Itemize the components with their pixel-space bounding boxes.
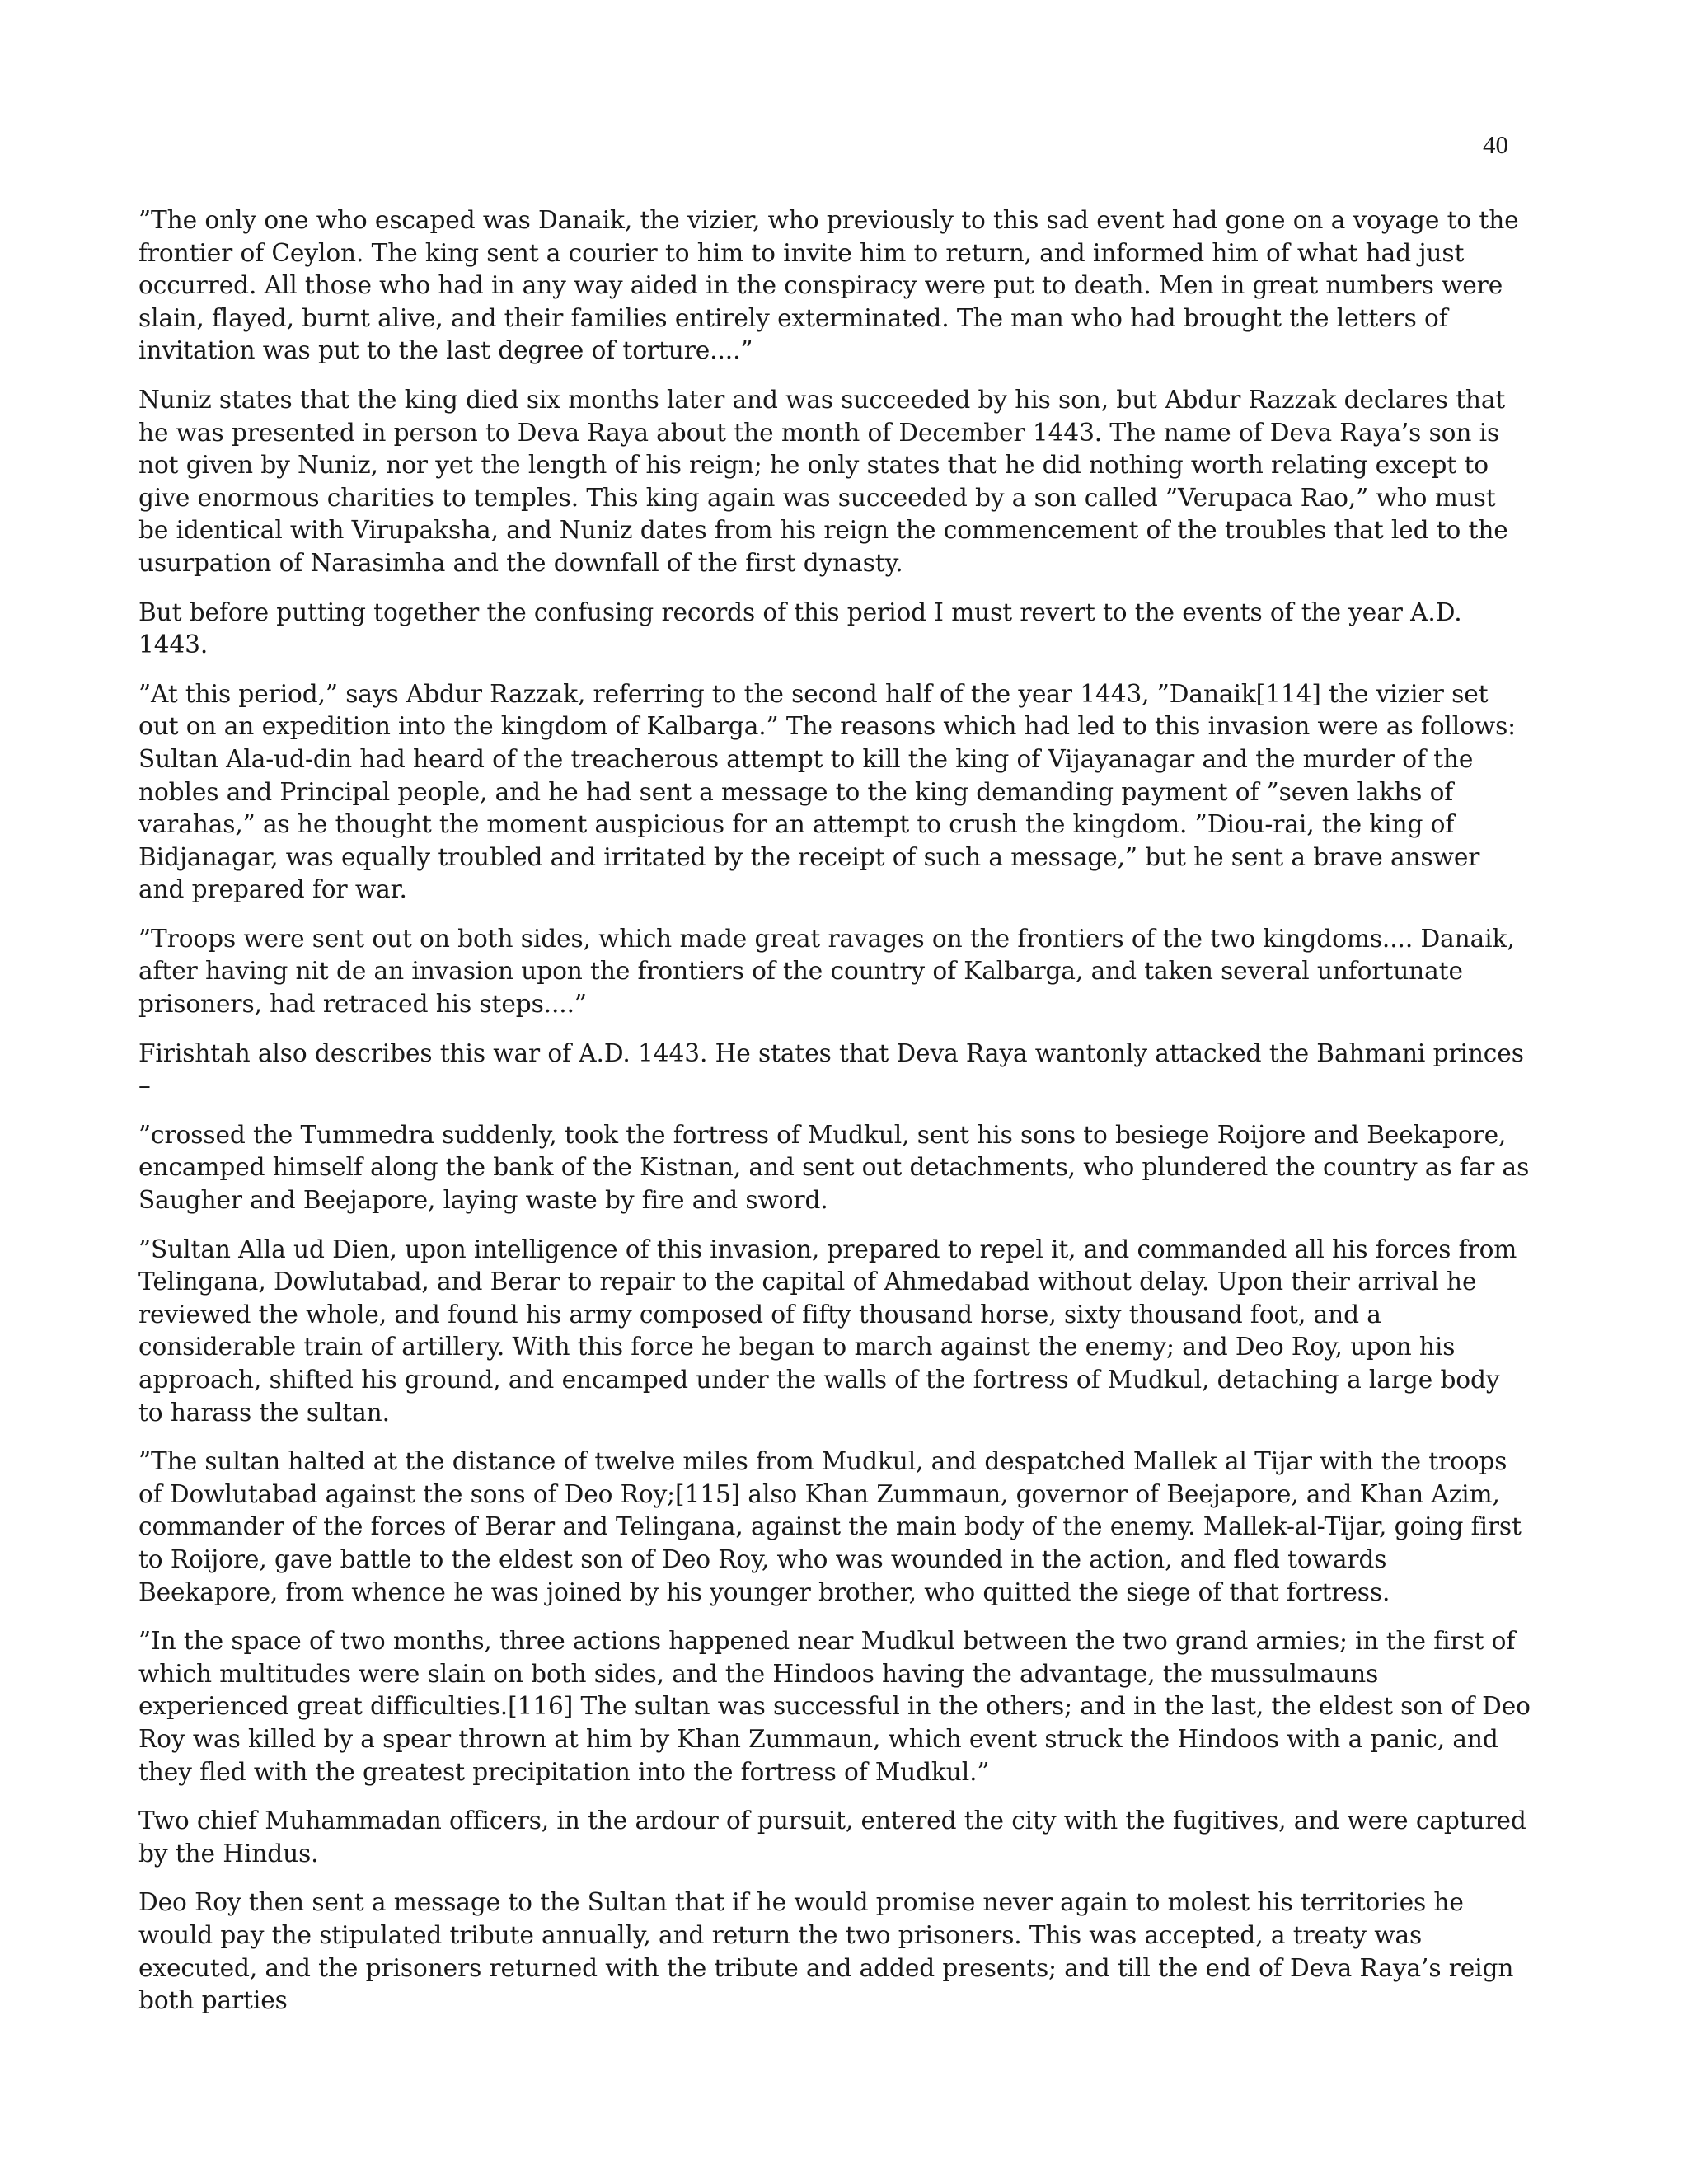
page-body xyxy=(138,204,1531,2034)
paragraph: ”The sultan halted at the distance of twelve miles from Mudkul, and despatched Mallek al Tijar with the troops of Dowlutabad against the sons of Deo Roy;[115] also Khan Zummaun, governor of Beejapore, and Khan Azim, commander of the forces of Berar and Telingana, against the main body of the enemy. Mallek-al-Tijar, going first to Roijore, gave battle to the eldest son of Deo Roy, who was wounded in the action, and fled towards Beekapore, from whence he was joined by his younger brother, who quitted the siege of that fortress. xyxy=(138,1447,1522,1606)
paragraph: ”The only one who escaped was Danaik, the vizier, who previously to this sad event had gone on a voyage to the frontier of Ceylon. The king sent a courier to him to invite him to return, and informed him of what had just occurred. All those who had in any way aided in the conspiracy were put to death. Men in great numbers were slain, flayed, burnt alive, and their families entirely exterminated. The man who had brought the letters of invitation was put to the last degree of torture....” xyxy=(138,206,1519,365)
paragraph: Nuniz states that the king died six months later and was succeeded by his son, but Abdur Razzak declares that he was presented in person to Deva Raya about the month of December 1443. The name of Deva Raya’s son is not given by Nuniz, nor yet the length of his reign; he only states that he did nothing worth relating except to give enormous charities to temples. This king again was succeeded by a son called ”Verupaca Rao,” who must be identical with Virupaksha, and Nuniz dates from his reign the commencement of the troubles that led to the usurpation of Narasimha and the downfall of the first dynasty. xyxy=(138,385,1508,577)
paragraph: ”In the space of two months, three actions happened near Mudkul between the two grand armies; in the first of which multitudes were slain on both sides, and the Hindoos having the advantage, the mussulmauns experienced great difficulties.[116] The sultan was successful in the others; and in the last, the eldest son of Deo Roy was killed by a spear thrown at him by Khan Zummaun, which event struck the Hindoos with a panic, and they fled with the greatest precipitation into the fortress of Mudkul.” xyxy=(138,1627,1531,1786)
paragraph: Two chief Muhammadan officers, in the ardour of pursuit, entered the city with the fugitives, and were captured by the Hindus. xyxy=(138,1807,1526,1868)
paragraph: ”Sultan Alla ud Dien, upon intelligence of this invasion, prepared to repel it, and commanded all his forces from Telingana, Dowlutabad, and Berar to repair to the capital of Ahmedabad without delay. Upon their arrival he reviewed the whole, and found his army composed of fifty thousand horse, sixty thousand foot, and a considerable train of artillery. With this force he began to march against the enemy; and Deo Roy, upon his approach, shifted his ground, and encamped under the walls of the fortress of Mudkul, detaching a large body to harass the sultan. xyxy=(138,1235,1517,1427)
paragraph: ”crossed the Tummedra suddenly, took the fortress of Mudkul, sent his sons to besiege Roijore and Beekapore, encamped himself along the bank of the Kistnan, and sent out detachments, who plundered the country as far as Saugher and Beejapore, laying waste by fire and sword. xyxy=(138,1120,1530,1215)
paragraph: Firishtah also describes this war of A.D. 1443. He states that Deva Raya wantonly attacked the Bahmani princes – xyxy=(138,1038,1524,1100)
paragraph: But before putting together the confusing records of this period I must revert to the events of the year A.D. 1443. xyxy=(138,598,1462,659)
paragraph: Deo Roy then sent a message to the Sultan that if he would promise never again to molest his territories he would pay the stipulated tribute annually, and return the two prisoners. This was accepted, a treaty was executed, and the prisoners returned with the tribute and added presents; and till the end of Deva Raya’s reign both parties xyxy=(138,1888,1514,2015)
paragraph: ”Troops were sent out on both sides, which made great ravages on the frontiers of the two kingdoms.... Danaik, after having nit de an invasion upon the frontiers of the country of Kalbarga, and taken several unfortunate prisoners, had retraced his steps....” xyxy=(138,924,1515,1019)
paragraph: ”At this period,” says Abdur Razzak, referring to the second half of the year 1443, ”Danaik[114] the vizier set out on an expedition into the kingdom of Kalbarga.” The reasons which had led to this invasion were as follows: Sultan Ala-ud-din had heard of the treacherous attempt to kill the king of Vijayanagar and the murder of the nobles and Principal people, and he had sent a message to the king demanding payment of ”seven lakhs of varahas,” as he thought the moment auspicious for an attempt to crush the kingdom. ”Diou-rai, the king of Bidjanagar, was equally troubled and irritated by the receipt of such a message,” but he sent a brave answer and prepared for war. xyxy=(138,679,1517,904)
page-number: 40 xyxy=(1483,130,1508,159)
